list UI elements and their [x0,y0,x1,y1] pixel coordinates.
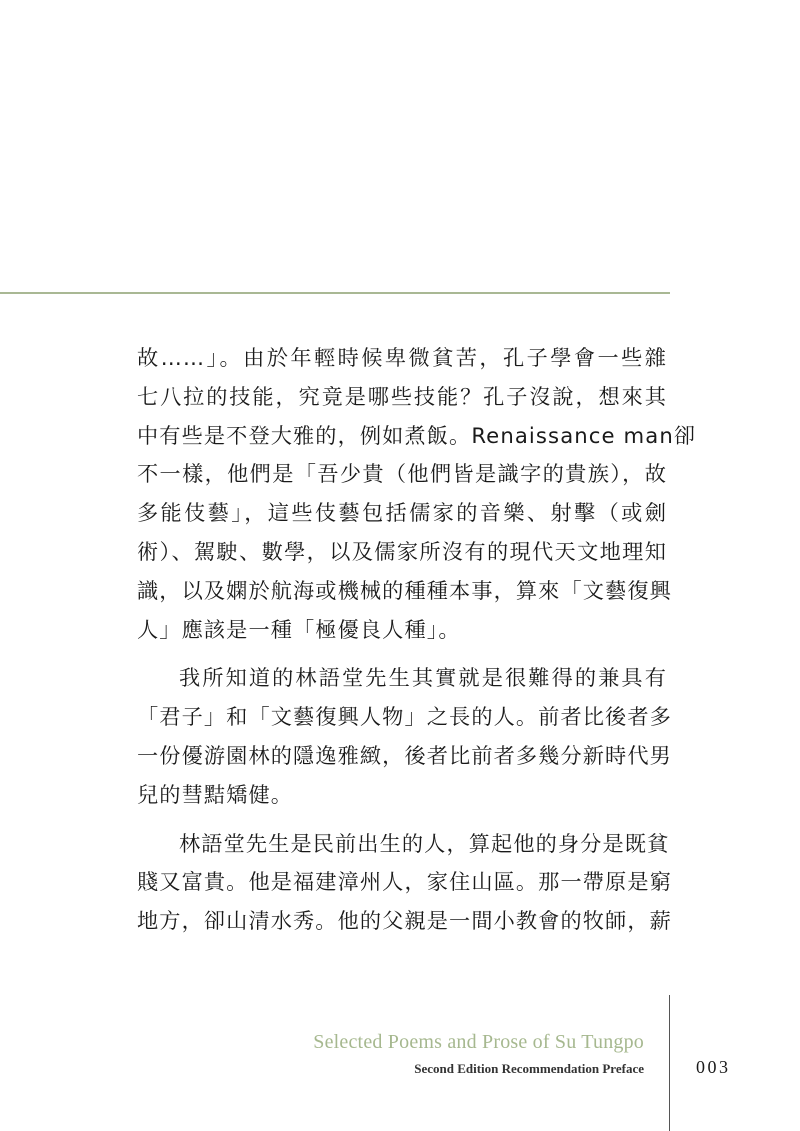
text-line: 識，以及嫻於航海或機械的種種本事，算來「文藝復興 [137,577,672,603]
page-number: 003 [696,1057,731,1077]
text-line: 林語堂先生是民前出生的人，算起他的身分是既貧 [179,830,670,856]
text-line: 人」應該是一種「極優良人種」。 [137,616,461,642]
text-line: 我所知道的林語堂先生其實就是很難得的兼具有 [179,665,667,691]
text-line: 故……」。由於年輕時候卑微貧苦，孔子學會一些雜 [137,345,667,370]
paragraph-1 [137,339,697,649]
text-line: 中有些是不登大雅的，例如煮飯。Renaissance man卻 [137,422,697,448]
header-divider-rule [0,292,670,294]
body-text [137,339,697,941]
text-line: 多能伎藝」，這些伎藝包括儒家的音樂、射擊（或劍 [137,500,667,526]
text-line: 一份優游園林的隱逸雅緻，後者比前者多幾分新時代男 [137,742,672,768]
footer-vertical-rule [669,995,670,1131]
text-line: 七八拉的技能，究竟是哪些技能？孔子沒說，想來其 [137,383,667,409]
text-line: 賤又富貴。他是福建漳州人，家住山區。那一帶原是窮 [137,869,672,895]
text-line: 術）、駕駛、數學，以及儒家所沒有的現代天文地理知 [137,538,667,564]
text-line: 兒的彗黠矯健。 [137,781,294,807]
footer-section-title: Second Edition Recommendation Preface [414,1061,644,1076]
text-line: 不一樣，他們是「吾少貴（他們皆是識字的貴族），故 [137,461,667,487]
text-line: 「君子」和「文藝復興人物」之長的人。前者比後者多 [137,704,672,730]
footer-book-title: Selected Poems and Prose of Su Tungpo [313,1031,644,1053]
paragraph-3 [137,825,672,941]
paragraph-2 [137,659,672,814]
text-line: 地方，卻山清水秀。他的父親是一間小教會的牧師，薪 [137,908,672,934]
